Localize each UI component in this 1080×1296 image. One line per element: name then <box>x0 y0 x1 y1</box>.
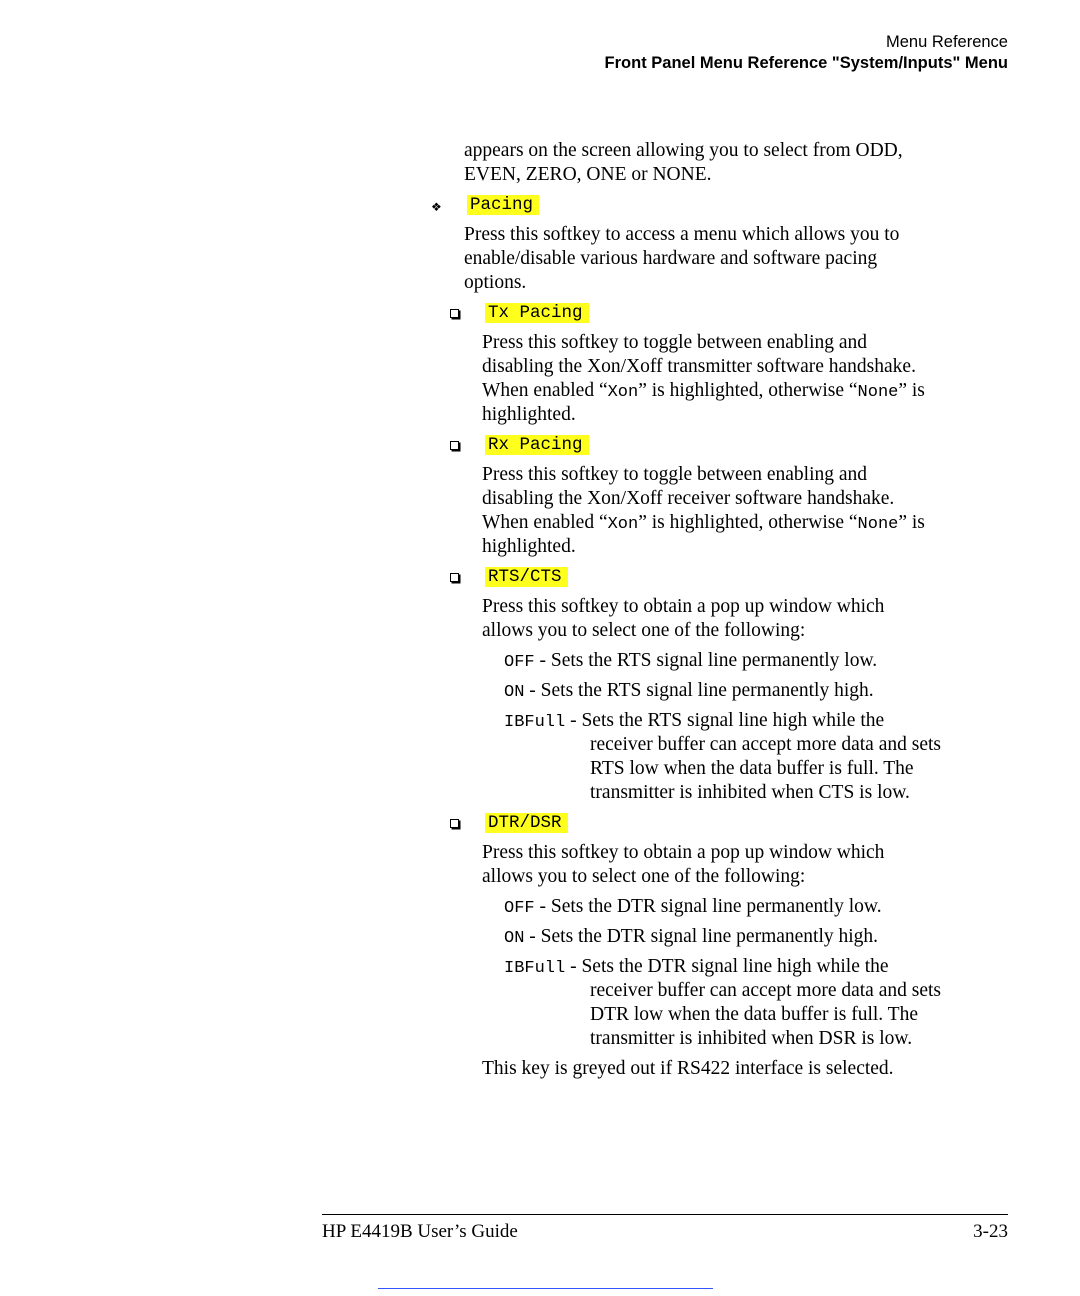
diamond-bullet-icon: ❖ <box>431 200 442 214</box>
rts-option-on: ON - Sets the RTS signal line permanently high. <box>504 680 874 702</box>
softkey-rx-pacing[interactable]: Rx Pacing <box>485 435 589 455</box>
pacing-desc-2: enable/disable various hardware and software pacing <box>464 248 878 269</box>
square-bullet-icon <box>450 309 459 318</box>
dtr-option-ibfull: IBFull - Sets the DTR signal line high while the <box>504 956 889 978</box>
dtr-dsr-note: This key is greyed out if RS422 interface is selected. <box>482 1058 894 1079</box>
intro-line-1: appears on the screen allowing you to select from ODD, <box>464 140 903 161</box>
none-value: None <box>857 515 899 534</box>
rts-ibfull-line-3: RTS low when the data buffer is full. The <box>590 758 914 779</box>
dtr-option-off: OFF - Sets the DTR signal line permanently low. <box>504 896 882 918</box>
rx-pacing-desc-4: highlighted. <box>482 536 576 557</box>
footer-guide-title: HP E4419B User’s Guide <box>322 1221 518 1242</box>
softkey-rts-cts[interactable]: RTS/CTS <box>485 567 568 587</box>
softkey-dtr-dsr[interactable]: DTR/DSR <box>485 813 568 833</box>
dtr-ibfull-line-2: receiver buffer can accept more data and sets <box>590 980 941 1001</box>
footer-rule <box>322 1214 1008 1215</box>
running-header-subsection: Front Panel Menu Reference "System/Inputs" Menu <box>604 54 1008 72</box>
rts-ibfull-line-2: receiver buffer can accept more data and sets <box>590 734 941 755</box>
rts-option-ibfull: IBFull - Sets the RTS signal line high while the <box>504 710 885 732</box>
xon-value: Xon <box>607 515 639 534</box>
rts-cts-desc-1: Press this softkey to obtain a pop up window which <box>482 596 885 617</box>
footer-page-number: 3-23 <box>973 1221 1008 1242</box>
softkey-pacing[interactable]: Pacing <box>467 195 539 215</box>
square-bullet-icon <box>450 441 459 450</box>
dtr-dsr-desc-2: allows you to select one of the following: <box>482 866 806 887</box>
tx-pacing-desc-1: Press this softkey to toggle between enabling and <box>482 332 868 353</box>
rx-pacing-desc-3: When enabled “Xon” is highlighted, otherwise “None” is <box>482 512 925 534</box>
rts-cts-desc-2: allows you to select one of the following: <box>482 620 806 641</box>
tx-pacing-desc-2: disabling the Xon/Xoff transmitter software handshake. <box>482 356 916 377</box>
dtr-ibfull-line-4: transmitter is inhibited when DSR is low. <box>590 1028 913 1049</box>
tx-pacing-desc-3: When enabled “Xon” is highlighted, otherwise “None” is <box>482 380 925 402</box>
intro-line-2: EVEN, ZERO, ONE or NONE. <box>464 164 712 185</box>
rts-option-off: OFF - Sets the RTS signal line permanently low. <box>504 650 878 672</box>
pacing-desc-1: Press this softkey to access a menu which allows you to <box>464 224 900 245</box>
rts-ibfull-line-4: transmitter is inhibited when CTS is low. <box>590 782 910 803</box>
pacing-desc-3: options. <box>464 272 527 293</box>
tx-pacing-desc-4: highlighted. <box>482 404 576 425</box>
dtr-option-on: ON - Sets the DTR signal line permanently high. <box>504 926 879 948</box>
rx-pacing-desc-2: disabling the Xon/Xoff receiver software handshake. <box>482 488 895 509</box>
none-value: None <box>857 383 899 402</box>
running-header-section: Menu Reference <box>886 33 1008 51</box>
dtr-ibfull-line-3: DTR low when the data buffer is full. The <box>590 1004 918 1025</box>
hyperlink-underline[interactable] <box>378 1288 713 1289</box>
rx-pacing-desc-1: Press this softkey to toggle between enabling and <box>482 464 868 485</box>
square-bullet-icon <box>450 819 459 828</box>
softkey-tx-pacing[interactable]: Tx Pacing <box>485 303 589 323</box>
square-bullet-icon <box>450 573 459 582</box>
xon-value: Xon <box>607 383 639 402</box>
dtr-dsr-desc-1: Press this softkey to obtain a pop up window which <box>482 842 885 863</box>
